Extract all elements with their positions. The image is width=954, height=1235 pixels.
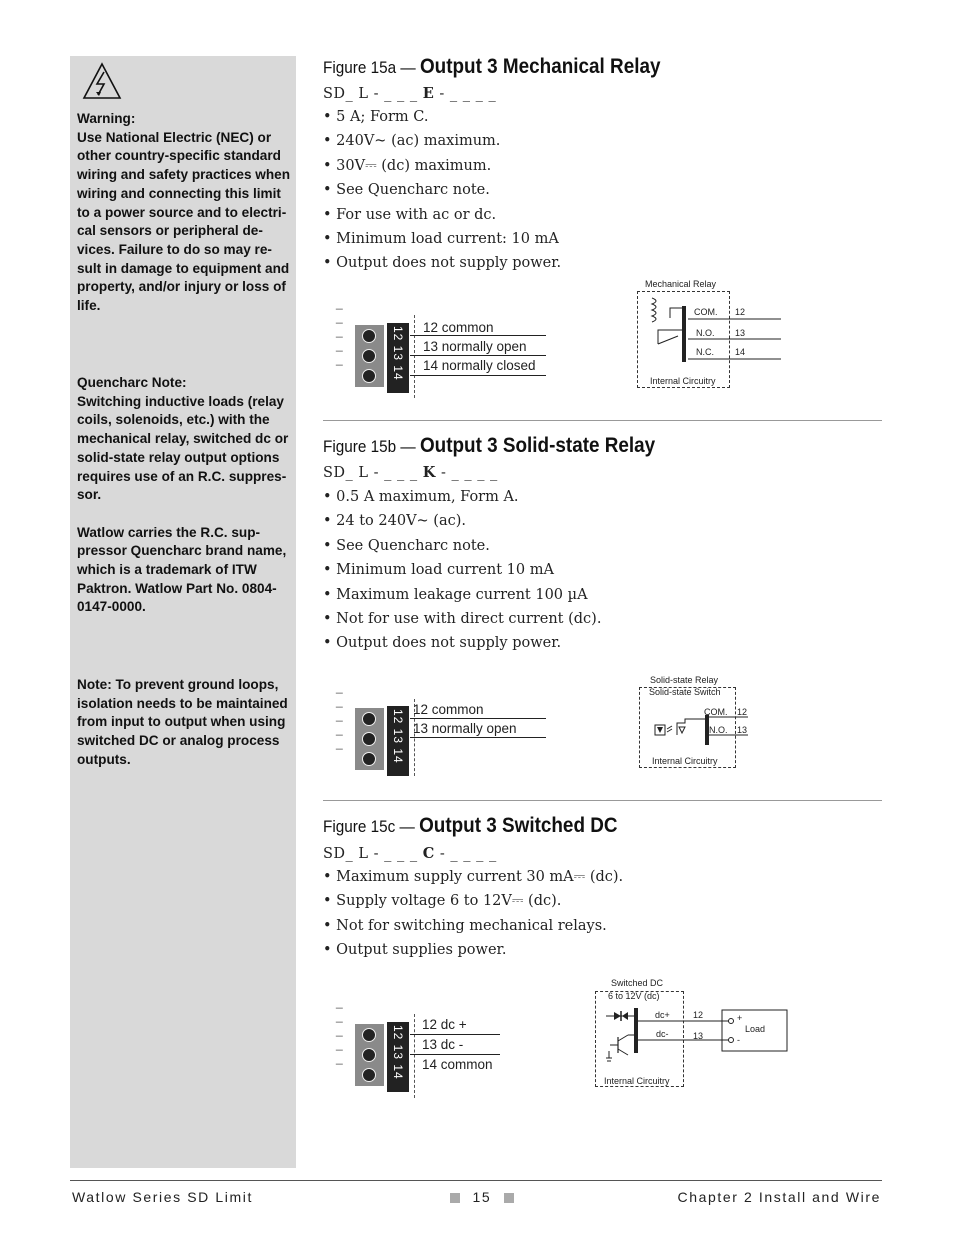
spec-item: • 24 to 240V~ (ac). bbox=[323, 513, 466, 530]
spec-item: • See Quencharc note. bbox=[323, 182, 490, 199]
section-divider bbox=[323, 420, 882, 421]
schematic-subtitle: Solid-state Switch bbox=[649, 687, 721, 697]
dashed-outline bbox=[414, 315, 415, 398]
spec-item: • Not for switching mechanical relays. bbox=[323, 917, 607, 934]
spec-item: • 0.5 A maximum, Form A. bbox=[323, 489, 519, 505]
schematic-title: Solid-state Relay bbox=[650, 675, 719, 685]
internal-circuitry-label: Internal Circuitry bbox=[604, 1076, 670, 1086]
terminal-numbers: 12 13 14 bbox=[391, 709, 405, 764]
terminal-12-label: 12 bbox=[693, 1010, 704, 1020]
terminal-numbers: 12 13 14 bbox=[391, 326, 405, 381]
footer-page-number bbox=[450, 1189, 514, 1205]
wire-label: 12 common bbox=[423, 320, 494, 335]
wire-line bbox=[410, 335, 546, 336]
spec-item: • Supply voltage 6 to 12V⎓ (dc). bbox=[323, 893, 562, 910]
dc-plus-label: dc+ bbox=[655, 1010, 670, 1020]
spec-item: • For use with ac or dc. bbox=[323, 206, 497, 223]
dashed-outline: _ _ _ _ _ bbox=[336, 995, 347, 1065]
terminal-screw bbox=[362, 1028, 376, 1042]
ground-loop-note: Note: To prevent ground loops, isolation needs to be maintained from input to output when using switched DC or analog process outputs. bbox=[77, 677, 288, 767]
schematic-title: Mechanical Relay bbox=[645, 279, 717, 289]
footer-rule bbox=[70, 1180, 882, 1181]
terminal-block bbox=[355, 708, 384, 770]
spec-item: • Maximum supply current 30 mA⎓ (dc). bbox=[323, 869, 624, 885]
wire-label: 13 dc - bbox=[422, 1037, 464, 1052]
terminal-numbers: 12 13 14 bbox=[391, 1025, 405, 1080]
terminal-screw bbox=[362, 1068, 376, 1082]
spec-item: • 5 A; Form C. bbox=[323, 109, 429, 125]
load-plus-label: + bbox=[737, 1013, 743, 1023]
spec-item: • Output does not supply power. bbox=[323, 635, 562, 652]
spec-item: • 240V~ (ac) maximum. bbox=[323, 133, 501, 150]
terminal-screw bbox=[362, 329, 376, 343]
terminal-screw bbox=[362, 712, 376, 726]
terminal-12-label: 12 bbox=[735, 307, 746, 317]
terminal-13-label: 13 bbox=[737, 725, 748, 735]
load-minus-label: - bbox=[737, 1035, 740, 1045]
dashed-outline: _ _ _ _ _ bbox=[336, 680, 347, 750]
wire-line bbox=[410, 1054, 500, 1055]
dashed-outline bbox=[414, 1014, 415, 1098]
load-label: Load bbox=[745, 1024, 766, 1034]
terminal-block bbox=[355, 325, 384, 387]
dashed-outline: _ _ _ _ _ bbox=[336, 296, 347, 366]
internal-circuitry-label: Internal Circuitry bbox=[650, 376, 716, 386]
square-bullet-icon bbox=[450, 1193, 460, 1203]
wire-line bbox=[410, 718, 546, 719]
figure-15c-title: Figure 15c — Output 3 Switched DC bbox=[323, 814, 618, 837]
footer-product: Watlow Series SD Limit bbox=[72, 1189, 253, 1205]
figure-15a-model-code: SD_ L - _ _ _ E - _ _ _ _ bbox=[323, 85, 497, 102]
terminal-screw bbox=[362, 752, 376, 766]
spec-item: • Minimum load current 10 mA bbox=[323, 562, 554, 579]
wire-label: 14 normally closed bbox=[423, 358, 536, 373]
com-label: COM. bbox=[694, 307, 718, 317]
quencharc-note: Quencharc Note: Switching inductive loads (relay coils, solenoids, etc.) with the mechanical relay, switched dc or solid-state relay output options requires use of an R.C. suppres-sor. Watlow carries the R.C. sup-pressor Quencharc brand name, which is a trademark of ITW Paktron. Watlow Part No. 0804-0147-0000. bbox=[77, 375, 289, 615]
spec-item: • See Quencharc note. bbox=[323, 537, 490, 554]
spec-item: • Minimum load current: 10 mA bbox=[323, 230, 559, 247]
wire-label: 12 common bbox=[413, 702, 484, 717]
terminal-12-label: 12 bbox=[737, 707, 748, 717]
terminal-14-label: 14 bbox=[735, 347, 746, 357]
dc-minus-label: dc- bbox=[656, 1029, 669, 1039]
section-divider bbox=[323, 800, 882, 801]
figure-15c-model-code: SD_ L - _ _ _ C - _ _ _ _ bbox=[323, 845, 497, 862]
footer-chapter: Chapter 2 Install and Wire bbox=[677, 1189, 881, 1205]
figure-15b-title: Figure 15b — Output 3 Solid-state Relay bbox=[323, 434, 656, 457]
spec-item: • Output does not supply power. bbox=[323, 255, 562, 272]
terminal-13-label: 13 bbox=[693, 1031, 704, 1041]
relay-coil-icon bbox=[640, 294, 790, 364]
figure-15a-title: Figure 15a — Output 3 Mechanical Relay bbox=[323, 55, 661, 78]
figure-15b-specs bbox=[323, 485, 601, 656]
nc-label: N.C. bbox=[696, 347, 714, 357]
terminal-screw bbox=[362, 349, 376, 363]
schematic-subtitle: 6 to 12V (dc) bbox=[608, 991, 660, 1001]
no-label: N.O. bbox=[696, 328, 715, 338]
wire-label: 13 normally open bbox=[423, 339, 527, 354]
terminal-block bbox=[355, 1024, 384, 1086]
wire-label: 12 dc + bbox=[422, 1017, 467, 1032]
spec-item: • Output supplies power. bbox=[323, 942, 507, 959]
spec-item: • Not for use with direct current (dc). bbox=[323, 610, 602, 627]
wire-line bbox=[410, 737, 546, 738]
terminal-screw bbox=[362, 732, 376, 746]
com-label: COM. bbox=[704, 707, 728, 717]
spec-item: • 30V⎓ (dc) maximum. bbox=[323, 157, 492, 174]
terminal-screw bbox=[362, 1048, 376, 1062]
terminal-screw bbox=[362, 369, 376, 383]
spec-item: • Maximum leakage current 100 µA bbox=[323, 586, 588, 603]
wire-line bbox=[410, 1034, 500, 1035]
wire-line bbox=[410, 355, 546, 356]
internal-circuitry-label: Internal Circuitry bbox=[652, 756, 718, 766]
page-number: 15 bbox=[472, 1189, 492, 1205]
electrical-warning-icon bbox=[82, 62, 122, 100]
wire-line bbox=[410, 375, 546, 376]
figure-15a-specs bbox=[323, 105, 561, 276]
warning-text: Warning: Use National Electric (NEC) or other country-specific standard wiring and safety practices when wiring and connecting this limit to a power source and to electri-cal sensors or peripheral de-vices. Failure to do so may re-sult in damage to equipment and property, and/or injury or loss of life. bbox=[77, 111, 291, 314]
wire-label: 14 common bbox=[422, 1057, 493, 1072]
square-bullet-icon bbox=[504, 1193, 514, 1203]
no-label: N.O. bbox=[709, 725, 728, 735]
figure-15b-model-code: SD_ L - _ _ _ K - _ _ _ _ bbox=[323, 464, 498, 481]
wire-label: 13 normally open bbox=[413, 721, 517, 736]
schematic-title: Switched DC bbox=[611, 978, 664, 988]
sidebar bbox=[70, 56, 296, 1168]
terminal-13-label: 13 bbox=[735, 328, 746, 338]
figure-15c-specs bbox=[323, 865, 623, 963]
